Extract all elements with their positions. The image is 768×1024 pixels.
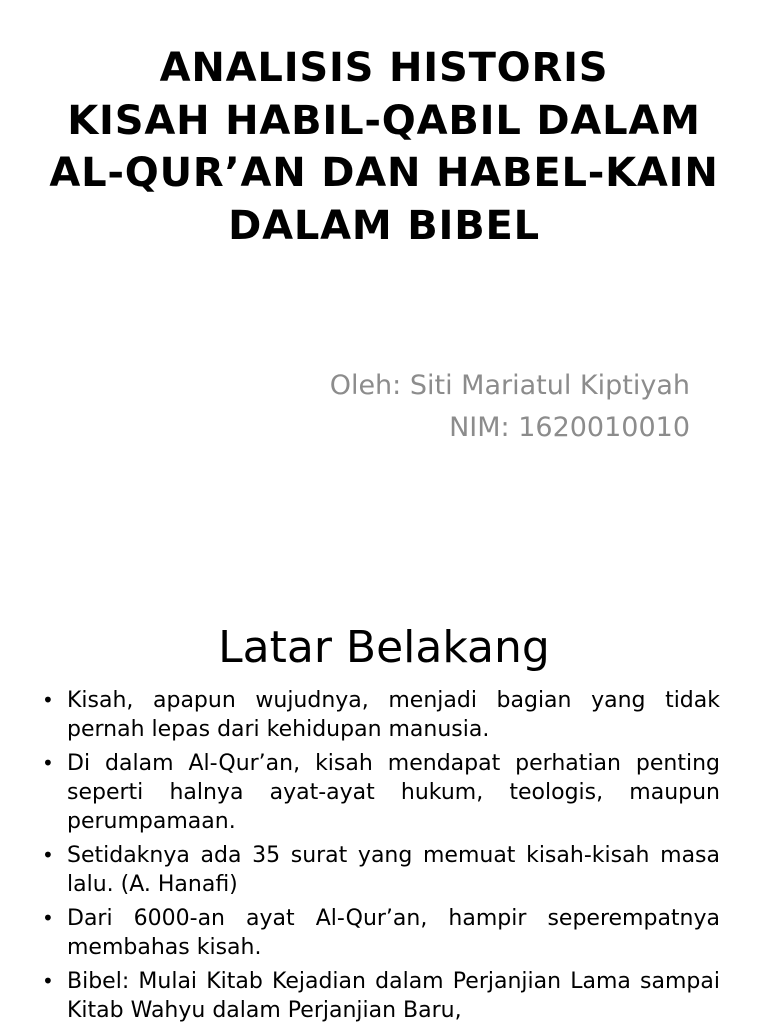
bullet-list — [42, 686, 720, 1024]
bullet-text: Di dalam Al-Qur’an, kisah mendapat perhatian penting seperti halnya ayat-ayat hukum, teologis, maupun perumpamaan. — [67, 751, 720, 834]
slide-heading: Latar Belakang — [218, 622, 550, 673]
bullet-item-5 — [42, 967, 720, 1024]
title-line-4: DALAM BIBEL — [228, 202, 540, 249]
bullet-text: Setidaknya ada 35 surat yang memuat kisah-kisah masa lalu. (A. Hanafi) — [67, 843, 720, 897]
bullet-item-3 — [42, 841, 720, 899]
bullet-item-2 — [42, 749, 720, 836]
bullet-icon: • — [42, 688, 54, 712]
title-line-2: KISAH HABIL-QABIL DALAM — [67, 97, 701, 144]
bullet-icon: • — [42, 969, 54, 993]
title-line-1: ANALISIS HISTORIS — [159, 45, 609, 91]
bullet-icon: • — [42, 843, 54, 867]
author-info — [330, 365, 690, 449]
bullet-text: Dari 6000-an ayat Al-Qur’an, hampir seperempatnya membahas kisah. — [67, 906, 720, 960]
bullet-item-1 — [42, 686, 720, 744]
author-name: Oleh: Siti Mariatul Kiptiyah — [329, 370, 690, 401]
background-slide — [0, 576, 768, 1024]
bullet-item-4 — [42, 904, 720, 962]
title-line-3: AL-QUR’AN DAN HABEL-KAIN — [49, 150, 719, 196]
presentation-title — [0, 42, 768, 252]
bullet-text: Kisah, apapun wujudnya, menjadi bagian yang tidak pernah lepas dari kehidupan manusia. — [67, 688, 720, 742]
bullet-text: Bibel: Mulai Kitab Kejadian dalam Perjanjian Lama sampai Kitab Wahyu dalam Perjanjian Baru, — [67, 969, 720, 1023]
student-id: NIM: 1620010010 — [449, 412, 690, 443]
bullet-icon: • — [42, 751, 54, 775]
bullet-icon: • — [42, 906, 54, 930]
